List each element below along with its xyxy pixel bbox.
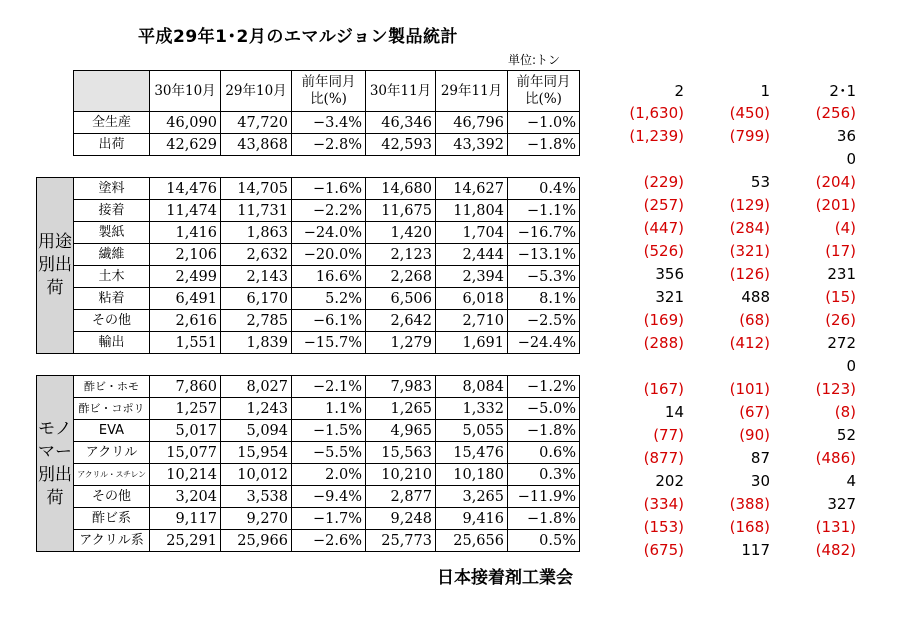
side-value-cell: 87 [750,448,770,467]
side-value-cell: (675) [643,540,684,559]
side-value-cell: (257) [643,195,684,214]
side-value-cell: (68) [739,310,770,329]
value-cell: 46,090 [150,112,221,134]
table-row [37,134,580,156]
row-label: 接着 [74,200,150,222]
value-cell: 9,416 [436,508,508,530]
value-cell: 46,796 [436,112,508,134]
spacer-cell [221,354,292,376]
group-label-monomer: モノマー別出荷 [37,376,74,552]
side-row [604,124,856,147]
value-cell: 1,257 [150,398,221,420]
value-cell: 2,499 [150,266,221,288]
spacer-cell [366,156,436,178]
spacer-cell [221,156,292,178]
blank-cell [37,112,74,134]
column-header: 30年11月 [366,71,436,112]
side-value-cell [684,354,770,377]
side-value-cell: (877) [643,448,684,467]
spacer-row [37,156,580,178]
value-cell: −1.8% [508,134,580,156]
side-row [604,515,856,538]
side-row [604,101,856,124]
value-cell: −1.2% [508,376,580,398]
table-row [37,398,580,420]
side-value-cell: 14 [664,402,684,421]
blank-cell [37,134,74,156]
side-value-cell: (131) [815,517,856,536]
table-row [37,310,580,332]
value-cell: −2.2% [292,200,366,222]
side-value-cell: 356 [655,264,684,283]
value-cell: 3,538 [221,486,292,508]
side-row [604,239,856,262]
side-value-cell: (229) [643,172,684,191]
value-cell: 8,027 [221,376,292,398]
value-cell: 14,705 [221,178,292,200]
spacer-cell [508,354,580,376]
value-cell: 25,291 [150,530,221,552]
row-label: 酢ビ・ホモ [74,376,150,398]
value-cell: −1.7% [292,508,366,530]
side-row [604,285,856,308]
value-cell: 1,279 [366,332,436,354]
side-value-cell: (101) [729,379,770,398]
value-cell: 1,420 [366,222,436,244]
side-value-cell: (77) [653,425,684,444]
value-cell: −1.8% [508,508,580,530]
row-label: アクリル・スチレン [74,464,150,486]
value-cell: 14,627 [436,178,508,200]
table-row [37,288,580,310]
value-cell: −1.6% [292,178,366,200]
table-row [37,464,580,486]
side-row [604,147,856,170]
value-cell: 3,265 [436,486,508,508]
side-value-cell: (8) [834,402,856,421]
value-cell: −2.5% [508,310,580,332]
value-cell: 5,094 [221,420,292,442]
value-cell: 16.6% [292,266,366,288]
value-cell: 5,055 [436,420,508,442]
side-value-cell: (1,239) [629,126,684,145]
value-cell: 25,656 [436,530,508,552]
row-label: 出荷 [74,134,150,156]
spacer-cell [37,156,74,178]
side-value-cell: 321 [655,287,684,306]
value-cell: 5,017 [150,420,221,442]
side-value-cell: (15) [825,287,856,306]
value-cell: 11,731 [221,200,292,222]
side-row [604,308,856,331]
spacer-cell [150,156,221,178]
side-value-cell: (204) [815,172,856,191]
row-label: 全生産 [74,112,150,134]
value-cell: −1.5% [292,420,366,442]
side-header-row [604,80,856,101]
row-label: 製紙 [74,222,150,244]
value-cell: 2,632 [221,244,292,266]
side-value-cell: (482) [815,540,856,559]
value-cell: 1,332 [436,398,508,420]
side-value-cell: (126) [729,264,770,283]
spacer-cell [508,156,580,178]
side-row [604,469,856,492]
side-value-cell: (17) [825,241,856,260]
spacer-cell [436,354,508,376]
column-header: 30年10月 [150,71,221,112]
value-cell: −13.1% [508,244,580,266]
value-cell: 47,720 [221,112,292,134]
value-cell: 0.4% [508,178,580,200]
side-value-cell: (26) [825,310,856,329]
side-value-cell: (1,630) [629,103,684,122]
side-row [604,354,856,377]
column-header: 前年同月比(%) [508,71,580,112]
side-value-cell: (201) [815,195,856,214]
side-value-cell: 36 [836,126,856,145]
value-cell: 1,551 [150,332,221,354]
side-value-cell: (412) [729,333,770,352]
side-row [604,193,856,216]
side-value-cell: (90) [739,425,770,444]
row-label: 土木 [74,266,150,288]
side-value-cell: (799) [729,126,770,145]
side-row [604,262,856,285]
side-row [604,216,856,239]
value-cell: 14,476 [150,178,221,200]
value-cell: 2,123 [366,244,436,266]
side-row [604,377,856,400]
value-cell: 7,983 [366,376,436,398]
side-value-cell [684,147,770,170]
side-value-cell: (288) [643,333,684,352]
side-value-cell: (153) [643,517,684,536]
side-value-cell: 117 [741,540,770,559]
row-label: その他 [74,486,150,508]
value-cell: 1,691 [436,332,508,354]
row-label: 酢ビ系 [74,508,150,530]
value-cell: −2.8% [292,134,366,156]
value-cell: 42,629 [150,134,221,156]
spacer-cell [74,354,150,376]
side-column-header: 1 [760,81,770,100]
table-row [37,442,580,464]
table-row [37,222,580,244]
row-label: その他 [74,310,150,332]
row-label: 粘着 [74,288,150,310]
spacer-cell [292,354,366,376]
value-cell: 15,476 [436,442,508,464]
column-header: 前年同月比(%) [292,71,366,112]
side-value-cell: 30 [750,471,770,490]
row-label: 塗料 [74,178,150,200]
side-value-cell [604,147,684,170]
value-cell: 5.2% [292,288,366,310]
value-cell: 46,346 [366,112,436,134]
value-cell: 2,642 [366,310,436,332]
side-column-header: 2 [674,81,684,100]
value-cell: 7,860 [150,376,221,398]
value-cell: 6,506 [366,288,436,310]
value-cell: 10,180 [436,464,508,486]
header-label-blank [74,71,150,112]
table-row [37,112,580,134]
side-value-cell: 0 [846,149,856,168]
value-cell: −5.0% [508,398,580,420]
value-cell: −2.6% [292,530,366,552]
table-row [37,376,580,398]
value-cell: 2.0% [292,464,366,486]
value-cell: 8.1% [508,288,580,310]
side-value-cell: 0 [846,356,856,375]
value-cell: 2,143 [221,266,292,288]
value-cell: 6,018 [436,288,508,310]
side-row [604,492,856,515]
footer-organization: 日本接着剤工業会 [437,568,573,588]
row-label: アクリル [74,442,150,464]
side-value-cell: 202 [655,471,684,490]
side-value-cell: (129) [729,195,770,214]
spacer-cell [366,354,436,376]
value-cell: 9,270 [221,508,292,530]
value-cell: 10,214 [150,464,221,486]
column-header: 29年11月 [436,71,508,112]
side-value-cell: (284) [729,218,770,237]
value-cell: 0.5% [508,530,580,552]
table-row [37,530,580,552]
side-row [604,423,856,446]
table-row [37,244,580,266]
value-cell: 9,248 [366,508,436,530]
side-value-cell: (168) [729,517,770,536]
side-value-cell: (256) [815,103,856,122]
side-row [604,331,856,354]
side-row [604,170,856,193]
table-row [37,332,580,354]
value-cell: 11,474 [150,200,221,222]
side-value-cell: 231 [827,264,856,283]
value-cell: 2,877 [366,486,436,508]
side-value-cell: 488 [741,287,770,306]
side-row [604,538,856,561]
value-cell: 1.1% [292,398,366,420]
side-column-header: 2･1 [829,82,856,100]
value-cell: 10,210 [366,464,436,486]
value-cell: 3,204 [150,486,221,508]
side-value-cell: (4) [834,218,856,237]
side-value-cell [604,354,684,377]
row-label: アクリル系 [74,530,150,552]
value-cell: 2,394 [436,266,508,288]
value-cell: −15.7% [292,332,366,354]
side-value-cell: (486) [815,448,856,467]
table-row [37,486,580,508]
side-value-cell: (450) [729,103,770,122]
side-value-cell: 53 [750,172,770,191]
value-cell: 1,416 [150,222,221,244]
value-cell: −24.0% [292,222,366,244]
value-cell: −1.8% [508,420,580,442]
side-value-cell: 327 [827,494,856,513]
value-cell: 0.3% [508,464,580,486]
spacer-cell [37,354,74,376]
statistics-table [36,70,580,552]
side-value-cell: (67) [739,402,770,421]
header-row [37,71,580,112]
value-cell: 1,839 [221,332,292,354]
row-label: 輸出 [74,332,150,354]
value-cell: 6,170 [221,288,292,310]
spacer-row [37,354,580,376]
value-cell: −2.1% [292,376,366,398]
value-cell: 25,773 [366,530,436,552]
side-row [604,446,856,469]
side-value-cell: (167) [643,379,684,398]
side-value-cell: (526) [643,241,684,260]
value-cell: 2,616 [150,310,221,332]
value-cell: 11,804 [436,200,508,222]
row-label: EVA [74,420,150,442]
side-value-cell: 52 [836,425,856,444]
value-cell: −5.5% [292,442,366,464]
value-cell: −24.4% [508,332,580,354]
table-row [37,178,580,200]
value-cell: 14,680 [366,178,436,200]
value-cell: −9.4% [292,486,366,508]
value-cell: 15,077 [150,442,221,464]
value-cell: 2,106 [150,244,221,266]
spacer-cell [436,156,508,178]
value-cell: −20.0% [292,244,366,266]
value-cell: 9,117 [150,508,221,530]
value-cell: 43,868 [221,134,292,156]
value-cell: 2,710 [436,310,508,332]
side-row [604,400,856,423]
value-cell: 8,084 [436,376,508,398]
spacer-cell [150,354,221,376]
value-cell: −1.1% [508,200,580,222]
value-cell: 25,966 [221,530,292,552]
spacer-cell [74,156,150,178]
value-cell: 1,243 [221,398,292,420]
side-value-cell: (123) [815,379,856,398]
value-cell: 4,965 [366,420,436,442]
table-row [37,420,580,442]
value-cell: 10,012 [221,464,292,486]
side-value-cell: 4 [846,471,856,490]
value-cell: −6.1% [292,310,366,332]
side-value-cell: (169) [643,310,684,329]
side-value-cell: (388) [729,494,770,513]
spacer-cell [292,156,366,178]
table-row [37,266,580,288]
value-cell: 11,675 [366,200,436,222]
page-title: 平成29年1･2月のエマルジョン製品統計 [138,27,459,47]
value-cell: 0.6% [508,442,580,464]
side-value-cell: 272 [827,333,856,352]
value-cell: −1.0% [508,112,580,134]
unit-label: 単位:トン [508,53,561,67]
value-cell: 42,593 [366,134,436,156]
row-label: 酢ビ・コポリ [74,398,150,420]
value-cell: 43,392 [436,134,508,156]
column-header: 29年10月 [221,71,292,112]
value-cell: 1,704 [436,222,508,244]
side-value-cell: (334) [643,494,684,513]
value-cell: −5.3% [508,266,580,288]
corner-blank-cell [37,71,74,112]
value-cell: 15,563 [366,442,436,464]
value-cell: 6,491 [150,288,221,310]
value-cell: 2,444 [436,244,508,266]
side-value-cell: (447) [643,218,684,237]
value-cell: 2,268 [366,266,436,288]
value-cell: 1,265 [366,398,436,420]
table-row [37,200,580,222]
side-value-cell: (321) [729,241,770,260]
value-cell: 2,785 [221,310,292,332]
value-cell: −16.7% [508,222,580,244]
row-label: 繊維 [74,244,150,266]
value-cell: 1,863 [221,222,292,244]
value-cell: −11.9% [508,486,580,508]
difference-columns [604,80,856,561]
group-label-usage: 用途別出荷 [37,178,74,354]
value-cell: −3.4% [292,112,366,134]
value-cell: 15,954 [221,442,292,464]
table-row [37,508,580,530]
